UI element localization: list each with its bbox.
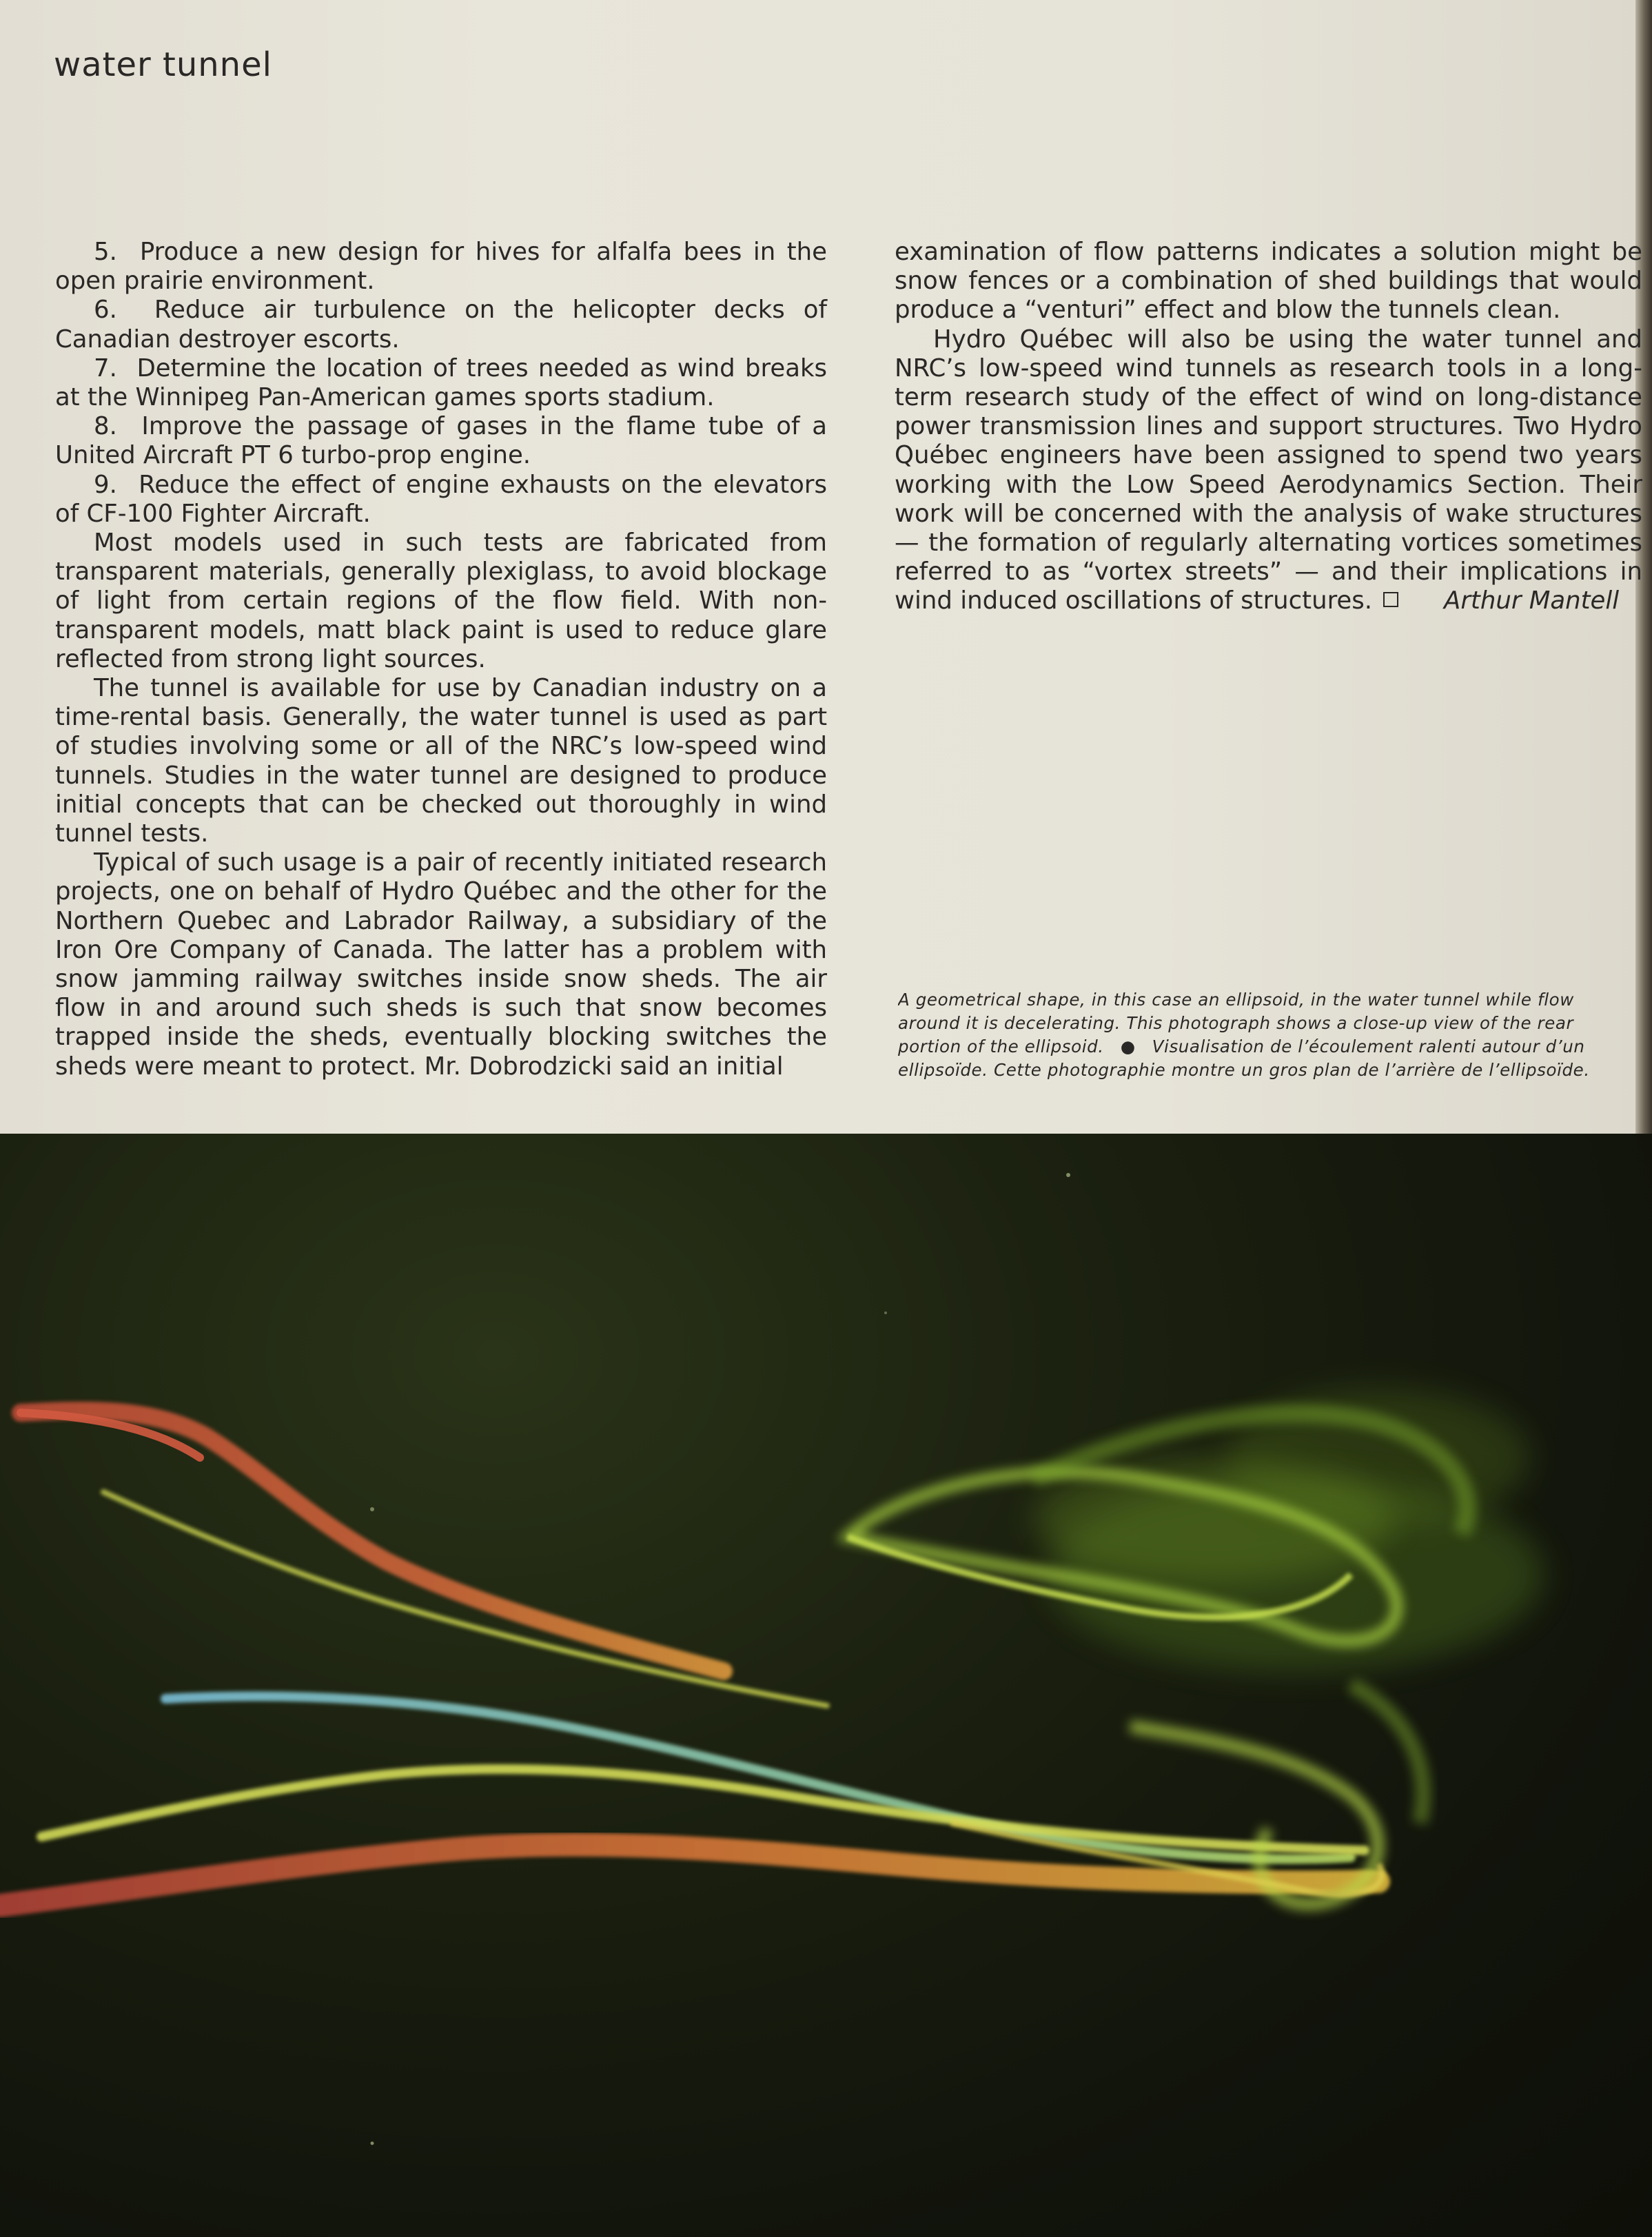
photo-caption <box>898 988 1642 1082</box>
right-text-column <box>895 238 1642 616</box>
list-item-7: 7. Determine the location of trees needed as wind breaks at the Winnipeg Pan-American games sports stadium. <box>55 354 827 412</box>
caption-line-3-english: portion of the ellipsoid. <box>898 1036 1104 1056</box>
body-paragraph-models: Most models used in such tests are fabricated from transparent materials, generally plexiglass, to avoid blockage of light from certain regions of the flow field. With non-transparent models, matt black paint is used to reduce glare reflected from strong light sources. <box>55 529 827 673</box>
list-item-6: 6. Reduce air turbulence on the helicopter decks of Canadian destroyer escorts. <box>55 296 827 354</box>
bullet-icon: ● <box>1120 1036 1136 1056</box>
green-wake-cloud <box>848 1389 1544 1671</box>
left-text-column <box>55 238 827 1081</box>
body-paragraph-rental: The tunnel is available for use by Canadian industry on a time-rental basis. Generally, the water tunnel is used as part of studies involving some or all of the NRC’s low-speed wind tunnels. Studies in the water tunnel are designed to produce initial concepts that can be checked out thoroughly in wind tunnel tests. <box>55 674 827 848</box>
end-mark-icon <box>1383 592 1398 607</box>
body-paragraph-hydro <box>895 325 1642 616</box>
list-item-5: 5. Produce a new design for hives for alfalfa bees in the open prairie environment. <box>55 238 827 296</box>
caption-line-4: ellipsoïde. Cette photographie montre un gros plan de l’arrière de l’ellipsoïde. <box>898 1060 1590 1080</box>
body-paragraph-continuation: examination of flow patterns indicates a solution might be snow fences or a combination of shed buildings that would produce a “venturi” effect and blow the tunnels clean. <box>895 238 1642 325</box>
caption-line-3 <box>898 1035 1642 1059</box>
caption-line-1: A geometrical shape, in this case an ellipsoid, in the water tunnel while flow <box>898 990 1574 1010</box>
section-title: water tunnel <box>54 45 272 84</box>
flow-streaks-drawing <box>0 1134 1652 2237</box>
list-item-9: 9. Reduce the effect of engine exhausts on the elevators of CF-100 Fighter Aircraft. <box>55 470 827 528</box>
hydro-paragraph-text: Hydro Québec will also be using the water tunnel and NRC’s low-speed wind tunnels as research tools in a long-term research study of the effect of wind on long-distance power transmission lines and support structures. Two Hydro Québec engineers have been assigned to spend two years working with the Low Speed Aerodynamics Section. Their work will be concerned with the analysis of wake structures — the formation of regularly alternating vortices sometimes referred to as “vortex streets” — and their implications in wind induced oscillations of structures. <box>895 325 1642 615</box>
body-paragraph-projects: Typical of such usage is a pair of recently initiated research projects, one on behalf of Hydro Québec and the other for the Northern Quebec and Labrador Railway, a subsidiary of the Iron Ore Company of Canada. The latter has a problem with snow jamming railway switches inside snow sheds. The air flow in and around such sheds is such that snow becomes trapped inside the sheds, eventually blocking switches the sheds were meant to protect. Mr. Dobrodzicki said an initial <box>55 848 827 1081</box>
author-byline: Arthur Mantell <box>1444 586 1620 615</box>
flow-visualization-photo <box>0 1134 1652 2237</box>
red-streak-upper <box>21 1411 724 1671</box>
caption-line-2: around it is decelerating. This photograph shows a close-up view of the rear <box>898 1013 1574 1033</box>
speckles <box>370 1173 1070 2145</box>
list-item-8: 8. Improve the passage of gases in the flame tube of a United Aircraft PT 6 turbo-prop engine. <box>55 412 827 470</box>
caption-line-3-french: Visualisation de l’écoulement ralenti autour d’un <box>1152 1036 1585 1056</box>
